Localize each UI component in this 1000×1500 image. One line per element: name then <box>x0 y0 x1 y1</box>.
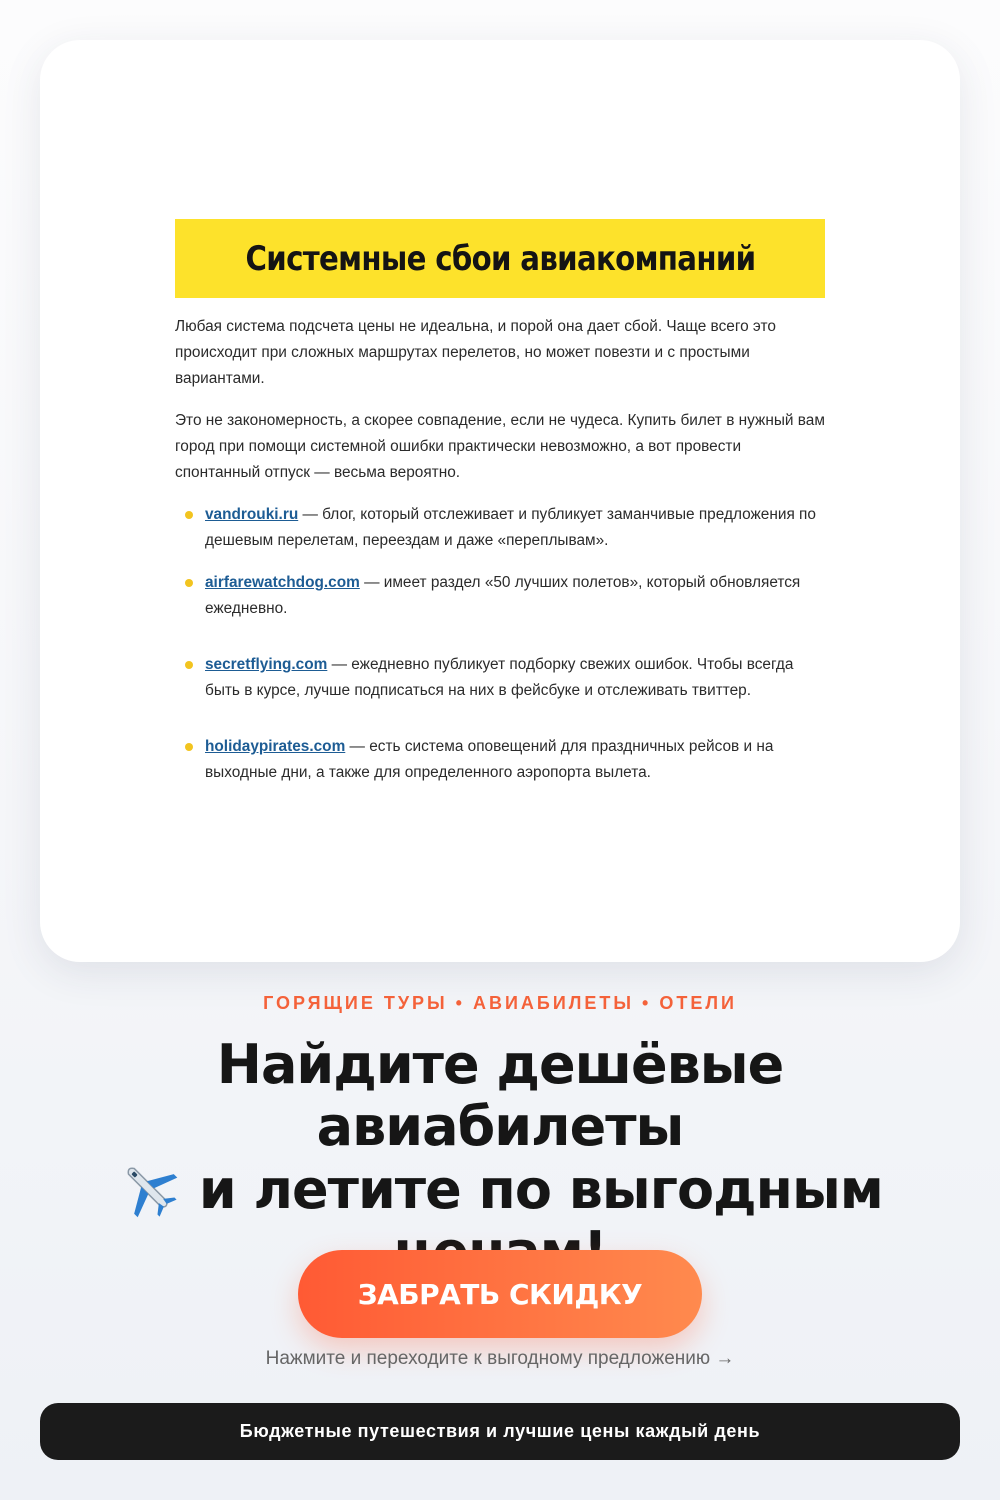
link-vandrouki[interactable]: vandrouki.ru <box>205 506 299 523</box>
list-item-text: — ежедневно публикует подборку свежих ошибок. Чтобы всегда быть в курсе, лучше подписаться на них в фейсбуке и отслеживать твиттер. <box>205 656 794 699</box>
bullet-dot-icon <box>185 579 193 587</box>
airplane-icon <box>117 1158 181 1220</box>
link-airfarewatchdog[interactable]: airfarewatchdog.com <box>205 574 360 591</box>
cta-subtext: Нажмите и переходите к выгодному предложению → <box>265 1348 735 1369</box>
link-holidaypirates[interactable]: holidaypirates.com <box>205 738 346 755</box>
link-secretflying[interactable]: secretflying.com <box>205 656 328 673</box>
promo-title-line-1: Найдите дешёвые авиабилеты <box>216 1033 784 1158</box>
footer-banner <box>40 1403 960 1460</box>
list-item <box>175 502 825 554</box>
get-discount-button[interactable]: ЗАБРАТЬ СКИДКУ <box>298 1250 702 1338</box>
article-headline-bar <box>175 219 825 298</box>
bullet-dot-icon <box>185 511 193 519</box>
promo-title <box>40 1034 960 1283</box>
list-item <box>175 570 825 622</box>
article-paragraph-2: Это не закономерность, а скорее совпадение, если не чудеса. Купить билет в нужный вам город при помощи системной ошибки практически невозможно, а вот провести спонтанный отпуск — весьма вероятно. <box>175 412 825 481</box>
list-item-text: — есть система оповещений для праздничных рейсов и на выходные дни, а также для определенного аэропорта вылета. <box>205 738 774 781</box>
promo-title-line-2: и летите по выгодным <box>181 1158 883 1221</box>
list-item <box>175 734 825 786</box>
list-item-text: — имеет раздел «50 лучших полетов», который обновляется ежедневно. <box>205 574 801 617</box>
list-item <box>175 652 825 704</box>
footer-text: Бюджетные путешествия и лучшие цены каждый день <box>239 1421 761 1441</box>
article-title: Системные сбои авиакомпаний <box>245 238 755 279</box>
source-list <box>175 502 825 786</box>
list-item-text: — блог, который отслеживает и публикует заманчивые предложения по дешевым перелетам, переездам и даже «переплывам». <box>205 506 816 549</box>
article-content <box>175 219 825 786</box>
article-paragraph-1: Любая система подсчета цены не идеальна, и порой она дает сбой. Чаще всего это происходит при сложных маршрутах перелетов, но может повезти и с простыми вариантами. <box>175 318 776 387</box>
bullet-dot-icon <box>185 661 193 669</box>
article-card <box>40 40 960 962</box>
promo-tagline: ГОРЯЩИЕ ТУРЫ • АВИАБИЛЕТЫ • ОТЕЛИ <box>263 993 737 1013</box>
bullet-dot-icon <box>185 743 193 751</box>
